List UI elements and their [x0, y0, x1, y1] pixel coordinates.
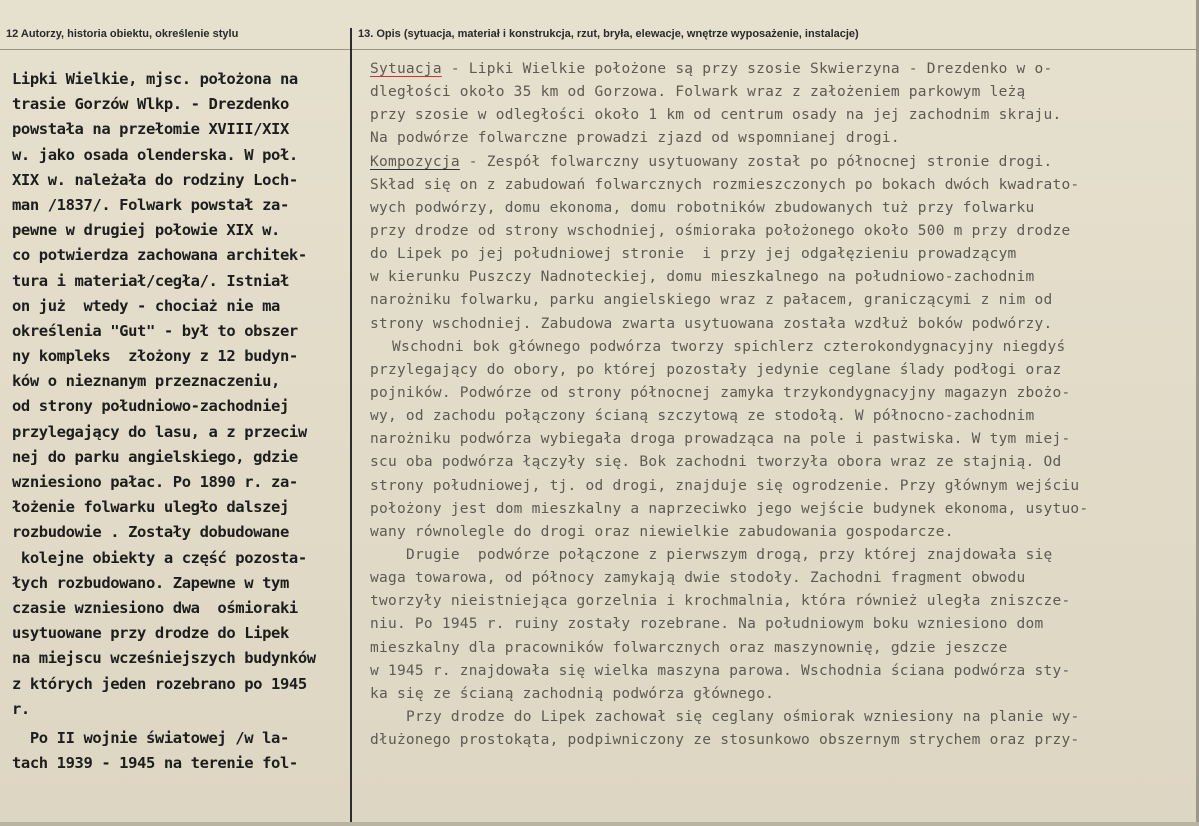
left-column-header: 12 Autorzy, historia obiektu, określenie stylu [6, 28, 239, 40]
sytuacja-heading: Sytuacja [370, 61, 442, 77]
history-line: man /1837/. Folwark powstał za- [12, 195, 289, 214]
description-line: w kierunku Puszczy Nadnoteckiej, domu mieszkalnego na południowo-zachodnim [370, 269, 1035, 286]
history-line: od strony południowo-zachodniej [12, 397, 289, 416]
description-line: położony jest dom mieszkalny a naprzeciwko jego wejście budynek ekonoma, usytuo- [370, 500, 1089, 517]
history-line: XIX w. należała do rodziny Loch- [12, 170, 298, 189]
history-line: ny kompleks złożony z 12 budyn- [12, 347, 298, 366]
description-line: dległości około 35 km od Gorzowa. Folwark wraz z założeniem parkowym leżą [370, 84, 1026, 101]
history-line: z których jeden rozebrano po 1945 [12, 674, 307, 693]
history-line: przylegający do lasu, a z przeciw [12, 422, 307, 441]
description-line: Wschodni bok głównego podwórza tworzy spichlerz czterokondygnacyjny niegdyś [392, 338, 1066, 355]
history-line: łych rozbudowano. Zapewne w tym [12, 573, 289, 592]
history-line: rozbudowie . Zostały dobudowane [12, 523, 289, 542]
history-line: r. [12, 699, 30, 718]
description-line: Przy drodze do Lipek zachował się ceglany ośmiorak wzniesiony na planie wy- [406, 708, 1080, 725]
history-line: kolejne obiekty a część pozosta- [12, 548, 307, 567]
history-line: czasie wzniesiono dwa ośmioraki [12, 598, 298, 617]
description-text: - Zespół folwarczny usytuowany został po północnej stronie drogi. [459, 153, 1053, 170]
description-line: Drugie podwórze połączone z pierwszym drogą, przy której znajdowała się [406, 546, 1053, 563]
history-line: w. jako osada olenderska. W poł. [12, 145, 298, 164]
description-line: przy szosie w odległości około 1 km od centrum osady na jej zachodnim skraju. [370, 107, 1062, 124]
history-line: pewne w drugiej połowie XIX w. [12, 221, 280, 240]
history-column [12, 67, 350, 776]
description-line: waga towarowa, od północy zamykają dwie stodoły. Zachodni fragment obwodu [370, 570, 1026, 587]
history-line: na miejscu wcześniejszych budynków [12, 649, 316, 668]
history-line: usytuowane przy drodze do Lipek [12, 624, 289, 643]
history-line: powstała na przełomie XVIII/XIX [12, 120, 289, 139]
history-line: co potwierdza zachowana architek- [12, 246, 307, 265]
description-line: strony południowej, tj. od drogi, znajduje się ogrodzenie. Przy głównym wejściu [370, 477, 1080, 494]
right-column-header: 13. Opis (sytuacja, materiał i konstrukcja, rzut, bryła, elewacje, wnętrze wyposażenie, instalacje) [358, 28, 859, 40]
description-line: narożniku folwarku, parku angielskiego wraz z pałacem, graniczącymi z nim od [370, 292, 1053, 309]
description-line: Skład się on z zabudowań folwarcznych rozmieszczonych po bokach dwóch kwadrato- [370, 176, 1080, 193]
description-line: narożniku podwórza wybiegała droga prowadząca na pole i pastwiska. W tym miej- [370, 431, 1071, 448]
history-line: on już wtedy - chociaż nie ma [12, 296, 280, 315]
description-line: pojników. Podwórze od strony północnej zamyka trzykondygnacyjny magazyn zbożo- [370, 384, 1071, 401]
description-line: przylegający do obory, po której pozostały jedynie ceglane ślady podłogi oraz [370, 361, 1062, 378]
description-line: ka się ze ścianą zachodnią podwórza głównego. [370, 685, 775, 702]
description-line: Na podwórze folwarczne prowadzi zjazd od wspomnianej drogi. [370, 130, 900, 147]
column-divider [350, 28, 352, 826]
description-line: scu oba podwórza łączyły się. Bok zachodni tworzyła obora wraz ze stajnią. Od [370, 454, 1062, 471]
history-line: trasie Gorzów Wlkp. - Drezdenko [12, 95, 289, 114]
history-line: Po II wojnie światowej /w la- [12, 728, 289, 747]
description-line: tworzyły nieistniejąca gorzelnia i krochmalnia, która również uległa zniszcze- [370, 593, 1071, 610]
description-line: w 1945 r. znajdowała się wielka maszyna parowa. Wschodnia ściana podwórza sty- [370, 662, 1071, 679]
description-line: wych podwórzy, domu ekonoma, domu robotników zbudowanych tuż przy folwarku [370, 199, 1035, 216]
history-line: łożenie folwarku uległo dalszej [12, 498, 289, 517]
history-line: ków o nieznanym przeznaczeniu, [12, 372, 280, 391]
description-line: do Lipek po jej południowej stronie i przy jej odgałęzieniu prowadzącym [370, 246, 1017, 263]
description-line: niu. Po 1945 r. ruiny zostały rozebrane. Na południowym boku wzniesiono dom [370, 616, 1044, 633]
history-line: tura i materiał/cegła/. Istniał [12, 271, 289, 290]
description-text: - Lipki Wielkie położone są przy szosie Skwierzyna - Drezdenko w o- [441, 61, 1053, 77]
history-line: Lipki Wielkie, mjsc. położona na [12, 70, 298, 88]
description-line [370, 58, 1190, 81]
description-line: mieszkalny dla pracowników folwarcznych oraz maszynownię, gdzie jeszcze [370, 639, 1008, 656]
history-line: tach 1939 - 1945 na terenie fol- [12, 754, 298, 773]
kompozycja-heading: Kompozycja [370, 153, 460, 170]
history-line: określenia "Gut" - był to obszer [12, 321, 298, 340]
description-column [370, 58, 1190, 752]
description-line: wany równolegle do drogi oraz niewielkie zabudowania gospodarcze. [370, 523, 954, 540]
header-divider [0, 49, 1199, 50]
description-line: przy drodze od strony wschodniej, ośmioraka położonego około 500 m przy drodze [370, 222, 1071, 239]
description-line [370, 151, 1190, 174]
description-line: wy, od zachodu połączony ścianą szczytową ze stodołą. W północno-zachodnim [370, 408, 1035, 425]
description-line: dłużonego prostokąta, podpiwniczony ze stosunkowo obszernym strychem oraz przy- [370, 732, 1080, 749]
history-line: nej do parku angielskiego, gdzie [12, 447, 298, 466]
history-line: wzniesiono pałac. Po 1890 r. za- [12, 473, 298, 491]
page-bottom-edge [0, 822, 1199, 826]
description-line: strony wschodniej. Zabudowa zwarta usytuowana została wzdłuż boków podwórzy. [370, 315, 1053, 332]
